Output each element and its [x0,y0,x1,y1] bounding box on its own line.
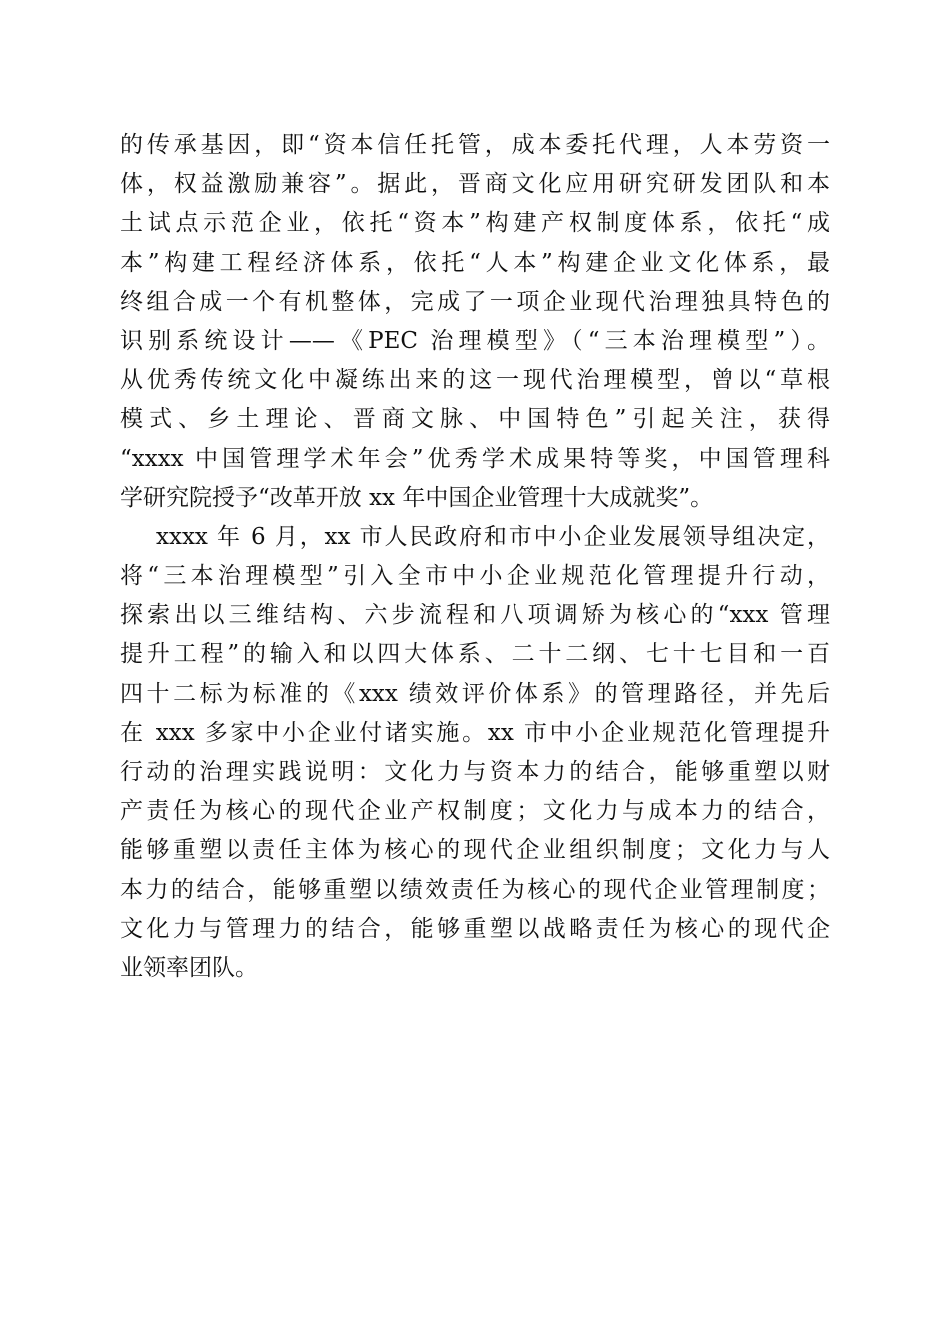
paragraph-line: “xxxx 中国管理学术年会”优秀学术成果特等奖，中国管理科 [120,445,830,472]
paragraph-line: 业领率团队。 [120,954,258,981]
paragraph-line: 能够重塑以责任主体为核心的现代企业组织制度；文化力与人 [120,837,830,864]
paragraph-line: 探索出以三维结构、六步流程和八项调矫为核心的“xxx 管理 [120,602,830,629]
paragraph-line: 本”构建工程经济体系，依托“人本”构建企业文化体系，最 [120,249,830,276]
paragraph-line: xxxx 年 6 月，xx 市人民政府和市中小企业发展领导组决定， [156,523,830,550]
paragraph-line: 四十二标为标准的《xxx 绩效评价体系》的管理路径，并先后 [120,680,830,707]
paragraph-1 [120,126,830,518]
paragraph-line: 将“三本治理模型”引入全市中小企业规范化管理提升行动， [120,563,830,590]
paragraph-line: 识别系统设计——《PEC 治理模型》（“三本治理模型”）。 [120,327,830,354]
paragraph-line: 模式、乡土理论、晋商文脉、中国特色”引起关注，获得 [120,406,830,433]
paragraph-line: 在 xxx 多家中小企业付诸实施。xx 市中小企业规范化管理提升 [120,719,830,746]
paragraph-line: 从优秀传统文化中凝练出来的这一现代治理模型，曾以“草根 [120,367,830,394]
paragraph-line: 提升工程”的输入和以四大体系、二十二纲、七十七目和一百 [120,641,830,668]
paragraph-line: 终组合成一个有机整体，完成了一项企业现代治理独具特色的 [120,288,830,315]
document-body [120,126,830,988]
paragraph-line: 本力的结合，能够重塑以绩效责任为核心的现代企业管理制度； [120,876,830,903]
paragraph-line: 的传承基因，即“资本信任托管，成本委托代理，人本劳资一 [120,132,830,158]
paragraph-line: 文化力与管理力的结合，能够重塑以战略责任为核心的现代企 [120,915,830,942]
paragraph-2 [120,518,830,988]
paragraph-line: 体，权益激励兼容”。据此，晋商文化应用研究研发团队和本 [120,171,830,198]
paragraph-line: 土试点示范企业，依托“资本”构建产权制度体系，依托“成 [120,210,830,237]
paragraph-line: 学研究院授予“改革开放 xx 年中国企业管理十大成就奖”。 [120,484,714,511]
paragraph-line: 行动的治理实践说明：文化力与资本力的结合，能够重塑以财 [120,759,830,785]
paragraph-line: 产责任为核心的现代企业产权制度；文化力与成本力的结合， [120,798,830,825]
